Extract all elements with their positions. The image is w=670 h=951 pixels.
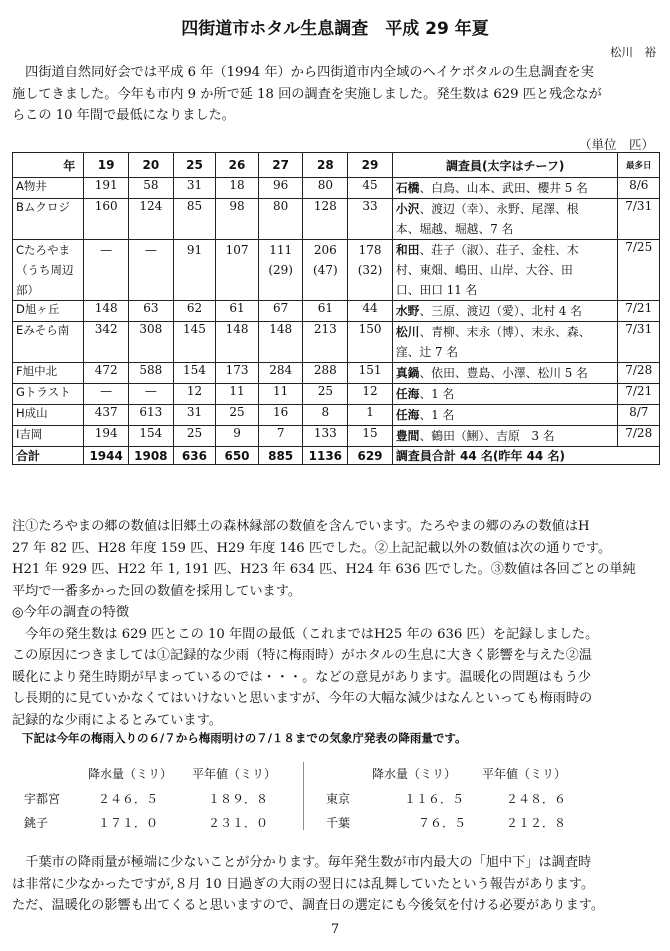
total-team: 調査員合計 44 名(昨年 44 名) [392,447,659,465]
team-members: 、三原、渡辺（愛）、北村 4 名 [419,304,582,318]
count-cell: 148 [258,322,303,363]
total-row [13,447,660,465]
count-cell: 31 [173,405,216,426]
count-cell: 62 [173,301,216,322]
count-cell: 154 [173,363,216,384]
peak-date: 7/28 [618,363,660,384]
count-cell: 15 [348,426,393,447]
count-cell: 284 [258,363,303,384]
closing-line: は非常に少なかったですが,８月 10 日過ぎの大雨の翌日には乱舞していたという報告があります。 [12,876,595,892]
count-cell: 150 [348,322,393,363]
count-cell: 67 [258,301,303,322]
site-name: F旭中北 [13,363,84,384]
year-cell: 19 [84,153,129,178]
total-label: 合計 [13,447,84,465]
team-members: 窪、辻 7 名 [395,345,459,359]
count-cell: 133 [303,426,348,447]
table-row [13,405,660,426]
total-cell: 1908 [128,447,173,465]
team-cell [392,405,618,426]
peak-date: 7/21 [618,301,660,322]
year-cell: 28 [303,153,348,178]
chief-name: 任海 [395,387,420,401]
count-cell: 96 [258,178,303,199]
count-cell: 613 [128,405,173,426]
table-row [13,301,660,322]
team-members: 、荘子（淑）、荘子、金柱、木 [419,243,579,257]
count-cell: 80 [303,178,348,199]
count-cell: 61 [303,301,348,322]
count-cell: 1 [348,405,393,426]
count-cell: 85 [173,199,216,240]
total-cell: 629 [348,447,393,465]
count-cell: 31 [173,178,216,199]
count-value: 206 [313,243,337,257]
count-cell: 33 [348,199,393,240]
year-header: 年 [13,153,84,178]
rain-header: 降水量（ミリ） [88,767,173,781]
count-cell: 58 [128,178,173,199]
count-cell: 213 [303,322,348,363]
rain-value: ２４６．５ [98,792,159,806]
chief-name: 任海 [395,408,420,422]
closing-paragraph [12,852,660,917]
note-line: 暖化により発生時期が早まっているのでは・・・。などの意見があります。温暖化の問題はもう少 [12,669,592,685]
site-name: A物井 [13,178,84,199]
count-cell: 148 [216,322,259,363]
site-name: H成山 [13,405,84,426]
site-name: Gトラスト [13,384,84,405]
count-cell: 342 [84,322,129,363]
table-row [13,384,660,405]
chief-name: 小沢 [395,202,420,216]
team-cell [392,178,618,199]
intro-line: 施してきました。今年も市内 9 か所で延 18 回の調査を実施しました。発生数は 629 匹と残念なが [12,86,602,102]
count-cell: 194 [84,426,129,447]
closing-line: 千葉市の降雨量が極端に少ないことが分かります。毎年発生数が市内最大の「旭中下」は調査時 [12,855,592,870]
count-cell: 45 [348,178,393,199]
table-row [13,178,660,199]
count-cell: 145 [173,322,216,363]
count-cell: 63 [128,301,173,322]
rainfall-caption: 下記は今年の梅雨入りの６/７から梅雨明けの７/１８までの気象庁発表の降雨量です。 [22,731,467,745]
firefly-census-table [12,152,660,465]
intro-paragraph [12,62,660,127]
note-line: 今年の発生数は 629 匹とこの 10 年間の最低（これまではH25 年の 636 匹）を記録しました。 [12,626,599,642]
chief-name: 水野 [395,304,420,318]
year-cell: 27 [258,153,303,178]
year-cell: 20 [128,153,173,178]
count-value: 178 [358,243,382,257]
team-members: 、白鳥、山本、武田、櫻井 5 名 [419,181,588,195]
year-cell: 29 [348,153,393,178]
sub-count-value: (47) [313,263,338,277]
count-cell: 18 [216,178,259,199]
count-cell: 7 [258,426,303,447]
city-name: 千葉 [326,816,351,830]
team-cell [392,240,618,301]
year-cell: 25 [173,153,216,178]
total-cell: 1136 [303,447,348,465]
count-cell: 160 [84,199,129,240]
avg-value: ２３１．０ [208,816,269,830]
chief-name: 松川 [395,325,420,339]
peak-date: 7/25 [618,240,660,301]
team-cell [392,426,618,447]
table-row [13,199,660,240]
total-cell: 1944 [84,447,129,465]
notes-section [12,516,660,731]
note-line: 注①たろやまの郷の数値は旧郷土の森林縁部の数値を含んでいます。たろやまの郷のみの数値はH [12,519,590,534]
count-cell: 173 [216,363,259,384]
closing-line: ただ、温暖化の影響も出てくると思いますので、調査日の選定にも今後気を付ける必要があります。 [12,898,605,913]
count-cell: 25 [216,405,259,426]
team-cell [392,322,618,363]
count-cell: 11 [258,384,303,405]
table-row [13,240,660,301]
site-name: D旭ヶ丘 [13,301,84,322]
count-cell: 148 [84,301,129,322]
count-cell: 128 [303,199,348,240]
site-name: I吉岡 [13,426,84,447]
count-value: 111 [269,243,293,257]
count-cell: 98 [216,199,259,240]
count-cell [258,240,303,301]
team-cell [392,363,618,384]
team-members: 、1 名 [419,387,455,401]
total-cell: 636 [173,447,216,465]
count-cell: 12 [173,384,216,405]
note-line: H21 年 929 匹、H22 年 1, 191 匹、H23 年 634 匹、H24 年 636 匹でした。③数値は各回ごとの単純 [12,562,636,577]
intro-line: 四街道自然同好会では平成 6 年（1994 年）から四街道市内全域のヘイケボタルの生息調査を実 [12,65,594,80]
rain-value: １１６．５ [404,792,465,806]
column-divider [303,762,304,830]
note-line: し長期的に見ていかなくてはいけないと思いますが、今年の大幅な減少はなんといっても梅雨時の [12,691,593,706]
city-name: 銚子 [24,816,49,830]
team-members: 、鶴田（鯏）、吉原 3 名 [419,429,555,443]
count-cell: — [84,240,129,301]
team-members: 、1 名 [419,408,455,422]
count-cell: 437 [84,405,129,426]
avg-value: １８９．８ [208,792,269,806]
count-cell [303,240,348,301]
peak-date: 7/31 [618,322,660,363]
peak-date: 8/7 [618,405,660,426]
count-cell: 16 [258,405,303,426]
rain-value: ７６．５ [418,816,467,830]
count-cell: 11 [216,384,259,405]
team-members: 口、田口 11 名 [395,283,478,297]
peak-date: 8/6 [618,178,660,199]
sub-count-value: (32) [357,263,383,277]
count-cell: — [84,384,129,405]
total-cell: 885 [258,447,303,465]
peak-date: 7/28 [618,426,660,447]
avg-value: ２４８．６ [506,792,567,806]
count-cell: 25 [303,384,348,405]
note-line: 記録的な少雨によるとみています。 [12,712,222,728]
site-name: Cたろやま（うち周辺部） [13,240,84,301]
count-cell: — [128,240,173,301]
intro-line: らこの 10 年間で最低になりました。 [12,108,235,123]
count-cell: 124 [128,199,173,240]
document-title: 四街道市ホタル生息調査 平成 29 年夏 [181,19,489,39]
count-cell: 12 [348,384,393,405]
count-cell: 191 [84,178,129,199]
count-cell: 308 [128,322,173,363]
team-members: 、渡辺（幸）、永野、尾澤、根 [419,202,579,216]
count-cell: 154 [128,426,173,447]
chief-name: 石橋 [395,181,420,195]
count-cell: 25 [173,426,216,447]
count-cell: 91 [173,240,216,301]
total-cell: 650 [216,447,259,465]
count-cell: 288 [303,363,348,384]
count-cell [348,240,393,301]
chief-name: 和田 [395,243,420,257]
avg-header: 平年値（ミリ） [192,767,277,781]
count-cell: 588 [128,363,173,384]
table-row [13,363,660,384]
team-cell [392,301,618,322]
team-members: 、青柳、末永（博）、末永、森、 [419,325,591,339]
site-name: Eみそら南 [13,322,84,363]
team-members: 本、堀越、堀越、7 名 [395,222,514,236]
count-cell: 8 [303,405,348,426]
note-line: 27 年 82 匹、H28 年度 159 匹、H29 年度 146 匹でした。②上記記載以外の数値は次の通りです。 [12,540,612,556]
count-cell: — [128,384,173,405]
note-line: 平均で一番多かった回の数値を採用しています。 [12,583,302,599]
unit-label: （単位 匹） [578,137,654,152]
author-name: 松川 裕 [610,45,656,59]
team-members: 村、東畑、嶋田、山岸、大谷、田 [395,263,573,277]
city-name: 東京 [326,792,351,806]
page-number: 7 [330,922,340,937]
peak-date: 7/31 [618,199,660,240]
rain-value: １７１．０ [98,816,159,830]
sub-count-value: (29) [268,263,293,277]
chief-name: 真鍋 [395,366,420,380]
count-cell: 151 [348,363,393,384]
section-heading: ◎今年の調査の特徴 [12,605,130,620]
note-line: この原因につきましては①記録的な少雨（特に梅雨時）がホタルの生息に大きく影響を与えた②温 [12,648,592,663]
table-body [13,178,660,465]
count-cell: 61 [216,301,259,322]
count-cell: 80 [258,199,303,240]
table-header-row [13,153,660,178]
team-members: 、依田、豊島、小澤、松川 5 名 [419,366,588,380]
team-header: 調査員(太字はチーフ) [392,153,618,178]
count-cell: 44 [348,301,393,322]
city-name: 宇都宮 [24,792,61,806]
count-cell: 472 [84,363,129,384]
count-cell: 107 [216,240,259,301]
rain-header: 降水量（ミリ） [372,767,457,781]
count-cell: 9 [216,426,259,447]
chief-name: 豊間 [395,429,420,443]
avg-header: 平年値（ミリ） [482,767,567,781]
team-cell [392,384,618,405]
team-cell [392,199,618,240]
peak-date-header: 最多日 [618,153,660,178]
avg-value: ２１２．８ [506,816,567,830]
table-row [13,426,660,447]
year-cell: 26 [216,153,259,178]
site-name: Bムクロジ [13,199,84,240]
peak-date: 7/21 [618,384,660,405]
table-row [13,322,660,363]
